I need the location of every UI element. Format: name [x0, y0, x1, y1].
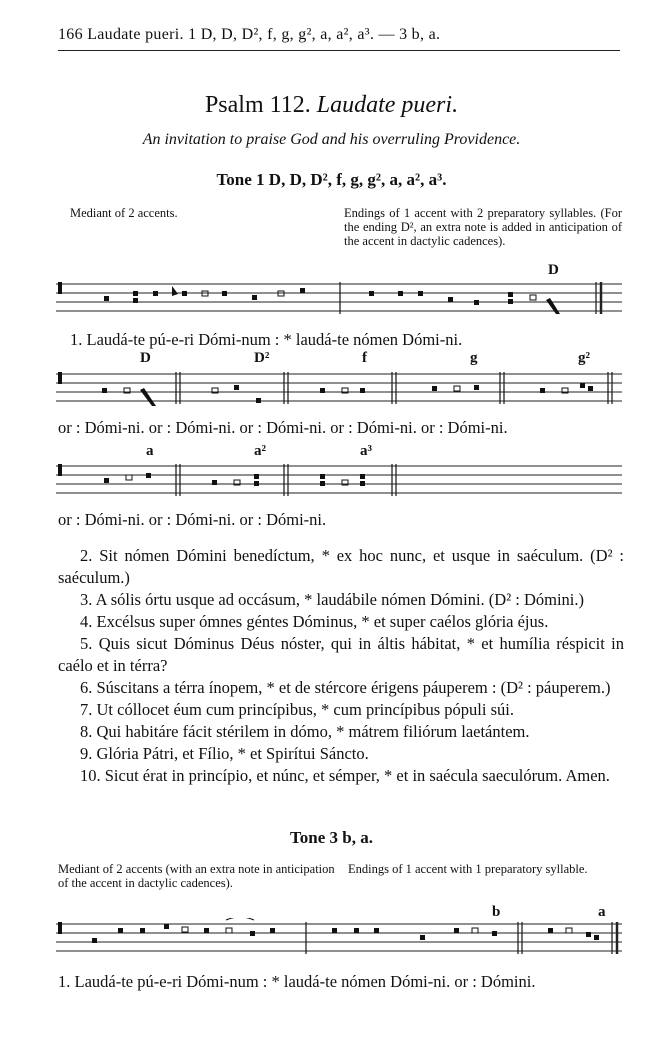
tone1-staff2 [56, 368, 622, 418]
tone1-mediant-note: Mediant of 2 accents. [70, 206, 178, 220]
tone3-staff [56, 918, 622, 964]
tone3-endings-note: Endings of 1 accent with 1 preparatory syllable. [348, 862, 588, 876]
verse-6: 6. Súscitans a térra ínopem, * et de stércore érigens páuperem : (D² : páuperem.) [80, 678, 611, 697]
tone3-heading: Tone 3 b, a. [290, 828, 373, 847]
verse-5: 5. Quis sicut Dóminus Déus nóster, qui in áltis hábitat, * et humília réspicit in caélo et in térra? [58, 634, 624, 675]
tone1-staff2-label-g2: g² [578, 350, 590, 366]
psalm-subtitle: An invitation to praise God and his overruling Providence. [142, 131, 521, 148]
tone1-staff2-label-d2: D² [254, 350, 270, 366]
psalm-number: Psalm 112. [204, 92, 311, 118]
tone3-label-a: a [598, 904, 606, 920]
tone3-lyric: 1. Laudá-te pú-e-ri Dómi-num : * laudá-te nómen Dómi-ni. or : Dómini. [58, 972, 536, 991]
psalm-latin-title: Laudate pueri. [316, 92, 459, 118]
verse-4: 4. Excélsus super ómnes géntes Dóminus, * et super caélos glória éjus. [80, 612, 549, 631]
verse-3: 3. A sólis órtu usque ad occásum, * laudábile nómen Dómini. (D² : Dómini.) [80, 590, 585, 609]
verse-8: 8. Qui habitáre fácit stérilem in dómo, * mátrem filiórum laetántem. [80, 722, 530, 741]
tone1-staff1-label: D [548, 262, 559, 278]
tone1-staff2-label-f: f [362, 350, 367, 366]
running-header: 166 Laudate pueri. 1 D, D, D², f, g, g², a, a², a³. — 3 b, a. [58, 26, 441, 43]
tone1-lyric2: or : Dómi-ni. or : Dómi-ni. or : Dómi-ni. or : Dómi-ni. or : Dómi-ni. [58, 418, 508, 437]
tone1-lyric3: or : Dómi-ni. or : Dómi-ni. or : Dómi-ni. [58, 510, 327, 529]
tone1-staff3 [56, 460, 622, 506]
tone1-staff2-label-d: D [140, 350, 151, 366]
header-rule [58, 50, 620, 51]
verse-7: 7. Ut cóllocet éum cum princípibus, * cum princípibus pópuli súi. [80, 700, 514, 719]
tone1-staff3-label-a: a [146, 443, 154, 459]
verse-2: 2. Sit nómen Dómini benedíctum, * ex hoc nunc, et usque in saéculum. (D² : saéculum.) [58, 546, 624, 587]
psalm-verses [58, 545, 624, 787]
psalm-title [0, 92, 663, 119]
verse-9: 9. Glória Pátri, et Fílio, * et Spirítui Sáncto. [80, 744, 369, 763]
tone1-staff3-label-a2: a² [254, 443, 266, 459]
tone1-endings-note: Endings of 1 accent with 2 preparatory syllables. (For the ending D², an extra note is added in anticipation of the accent in dactylic cadences). [344, 206, 622, 248]
tone1-heading: Tone 1 D, D, D², f, g, g², a, a², a³. [216, 170, 447, 189]
tone3-mediant-note: Mediant of 2 accents (with an extra note in anticipation of the accent in dactylic cadences). [58, 862, 335, 890]
tone1-lyric1: 1. Laudá-te pú-e-ri Dómi-num : * laudá-te nómen Dómi-ni. [70, 330, 463, 349]
verse-10: 10. Sicut érat in princípio, et núnc, et sémper, * et in saécula saeculórum. Amen. [80, 766, 610, 785]
tone1-staff2-label-g: g [470, 350, 478, 366]
tone1-staff3-label-a3: a³ [360, 443, 372, 459]
tone3-label-b: b [492, 904, 501, 920]
tone1-staff1 [56, 278, 622, 328]
